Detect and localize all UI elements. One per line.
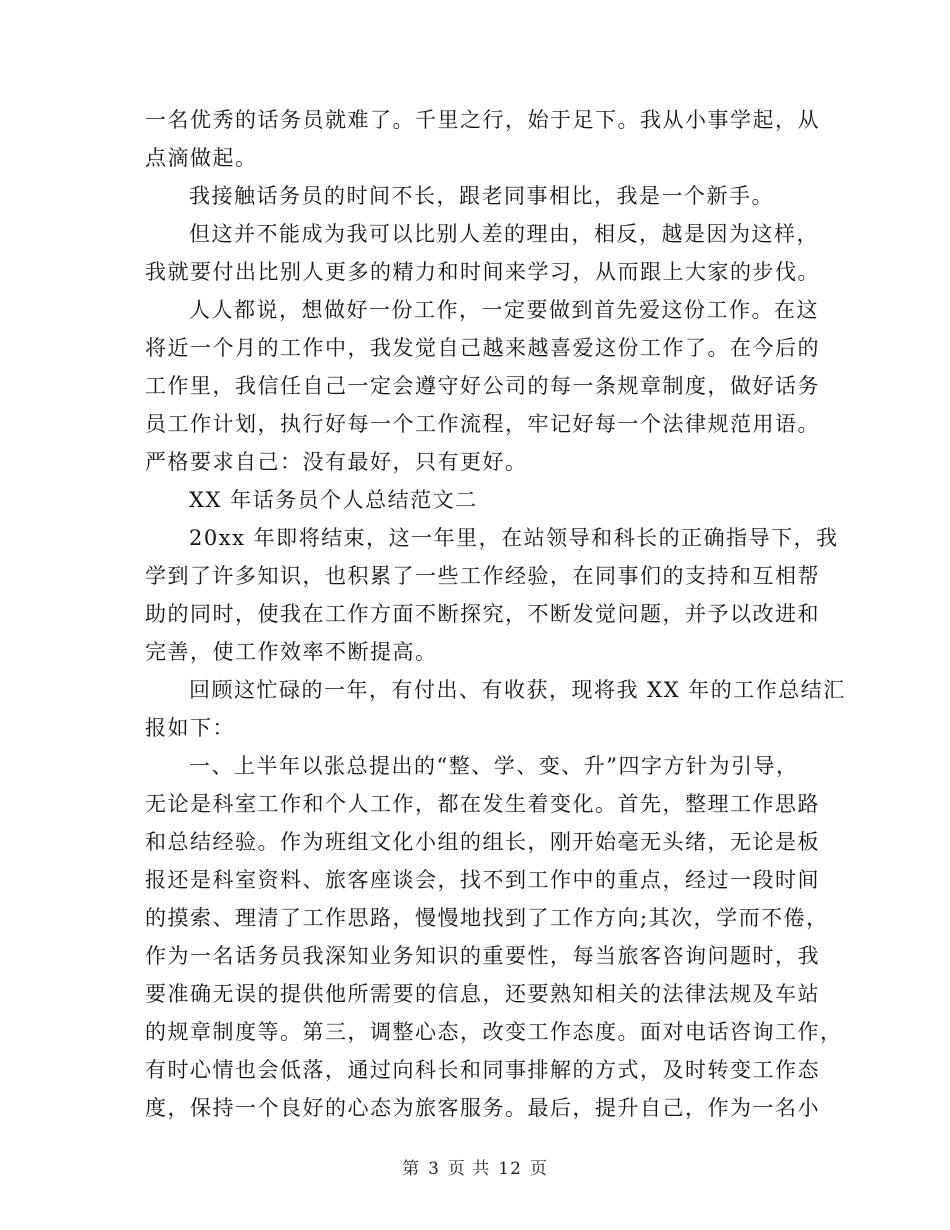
footer-prefix: 第 [402, 1159, 421, 1179]
text-line: 学到了许多知识，也积累了一些工作经验，在同事们的支持和互相帮 [145, 564, 820, 588]
page-footer [0, 1154, 950, 1179]
text-line: 和总结经验。作为班组文化小组的组长，刚开始毫无头绪，无论是板 [145, 830, 820, 854]
text-line: 的摸索、理清了工作思路，慢慢地找到了工作方向;其次，学而不倦， [145, 906, 829, 930]
text-line: 度，保持一个良好的心态为旅客服务。最后，提升自己，作为一名小 [145, 1096, 820, 1120]
text-line: 的规章制度等。第三，调整心态，改变工作态度。面对电话咨询工作， [145, 1020, 843, 1044]
text-line: 员工作计划，执行好每一个工作流程，牢记好每一个法律规范用语。 [145, 412, 820, 436]
text-line: 20xx 年即将结束，这一年里，在站领导和科长的正确指导下，我 [189, 526, 839, 550]
text-line: 要准确无误的提供他所需要的信息，还要熟知相关的法律法规及车站 [145, 982, 820, 1006]
text-line: 完善，使工作效率不断提高。 [145, 640, 438, 664]
text-line: 一、上半年以张总提出的“整、学、变、升”四字方针为引导， [189, 754, 799, 778]
text-line: 我就要付出比别人更多的精力和时间来学习，从而跟上大家的步伐。 [145, 260, 820, 284]
text-line: 作为一名话务员我深知业务知识的重要性，每当旅客咨询问题时，我 [145, 944, 820, 968]
text-line: 点滴做起。 [145, 146, 258, 170]
text-line: 报如下： [145, 716, 235, 740]
text-line: 无论是科室工作和个人工作，都在发生着变化。首先，整理工作思路 [145, 792, 820, 816]
text-line: 报还是科室资料、旅客座谈会，找不到工作中的重点，经过一段时间 [145, 868, 820, 892]
text-line: 一名优秀的话务员就难了。千里之行，始于足下。我从小事学起，从 [145, 108, 820, 132]
text-line: 将近一个月的工作中，我发觉自己越来越喜爱这份工作了。在今后的 [145, 336, 820, 360]
footer-suffix: 页 [529, 1159, 548, 1179]
footer-total-pages: 12 [498, 1159, 522, 1179]
text-line: 工作里，我信任自己一定会遵守好公司的每一条规章制度，做好话务 [145, 374, 820, 398]
text-line: 但这并不能成为我可以比别人差的理由，相反，越是因为这样， [189, 222, 819, 246]
footer-middle: 页 共 [447, 1159, 491, 1179]
text-line: 回顾这忙碌的一年，有付出、有收获，现将我 XX 年的工作总结汇 [189, 678, 846, 702]
text-line: XX 年话务员个人总结范文二 [189, 488, 478, 512]
text-line: 有时心情也会低落，通过向科长和同事排解的方式，及时转变工作态 [145, 1058, 820, 1082]
document-body [145, 101, 846, 1127]
text-line: 严格要求自己：没有最好，只有更好。 [145, 450, 528, 474]
text-line: 人人都说，想做好一份工作，一定要做到首先爱这份工作。在这 [189, 298, 819, 322]
text-line: 我接触话务员的时间不长，跟老同事相比，我是一个新手。 [189, 184, 774, 208]
text-line: 助的同时，使我在工作方面不断探究，不断发觉问题，并予以改进和 [145, 602, 820, 626]
footer-page-number: 3 [428, 1159, 440, 1179]
